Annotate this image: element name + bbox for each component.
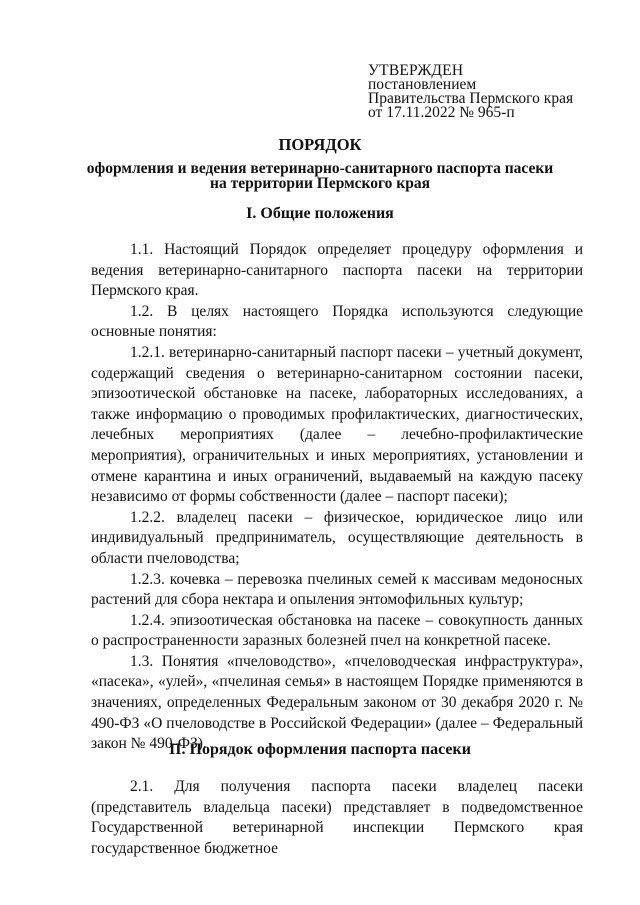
subtitle-line: на территории Пермского края bbox=[210, 175, 430, 192]
paragraph: 1.2. В целях настоящего Порядка используются следующие основные понятия: bbox=[91, 302, 583, 341]
paragraph: 1.3. Понятия «пчеловодство», «пчеловодческая инфраструктура», «пасека», «улей», «пчелиная семья» в настоящем Порядке применяются в значениях, определенных Федеральным законом от 30 декабря 2020 г. № 490-ФЗ «О пчеловодстве в Российской Федерации» (далее – Федеральный закон № 490-ФЗ). bbox=[91, 652, 583, 753]
paragraph: 1.2.1. ветеринарно-санитарный паспорт пасеки – учетный документ, содержащий сведения о ветеринарно-санитарном состоянии пасеки, эпизоотической обстановке на пасеке, лабораторных исследованиях, а также информацию о проводимых профилактических, диагностических, лечебных мероприятиях (далее – лечебно-профилактические мероприятия), ограничительных и иных мероприятиях, установлении и отмене карантина и иных ограничений, выдаваемый на каждую пасеку независимо от формы собственности (далее – паспорт пасеки); bbox=[91, 343, 583, 506]
approval-title: УТВЕРЖДЕН bbox=[368, 62, 464, 79]
paragraph: 1.1. Настоящий Порядок определяет процедуру оформления и ведения ветеринарно-санитарного паспорта пасеки на территории Пермского края. bbox=[91, 241, 583, 300]
approval-line: постановлением bbox=[368, 76, 477, 93]
approval-stamp bbox=[368, 64, 573, 120]
section-body bbox=[91, 777, 583, 859]
paragraph: 1.2.3. кочевка – перевозка пчелиных семей к массивам медоносных растений для сбора нектара и опыления энтомофильных культур; bbox=[91, 570, 583, 609]
document-title-block bbox=[60, 136, 580, 191]
paragraph: 2.1. Для получения паспорта пасеки владелец пасеки (представитель владельца пасеки) представляет в подведомственное Государственной ветеринарной инспекции Пермского края государственное бюджетное bbox=[91, 778, 583, 857]
approval-line: Правительства Пермского края bbox=[368, 90, 574, 107]
paragraph: 1.2.2. владелец пасеки – физическое, юридическое лицо или индивидуальный предприниматель, осуществляющие деятельность в области пчеловодства; bbox=[91, 508, 583, 567]
section-heading: II. Порядок оформления паспорта пасеки bbox=[169, 741, 471, 758]
subtitle-line: оформления и ведения ветеринарно-санитарного паспорта пасеки bbox=[86, 160, 554, 177]
document-title: ПОРЯДОК bbox=[278, 135, 362, 154]
document-subtitle bbox=[60, 161, 580, 191]
paragraph: 1.2.4. эпизоотическая обстановка на пасеке – совокупность данных о распространенности заразных болезней пчел на конкретной пасеке. bbox=[91, 611, 583, 650]
section-heading: I. Общие положения bbox=[246, 205, 394, 222]
approval-date-number: от 17.11.2022 № 965-п bbox=[368, 104, 515, 121]
section-body bbox=[91, 240, 583, 755]
